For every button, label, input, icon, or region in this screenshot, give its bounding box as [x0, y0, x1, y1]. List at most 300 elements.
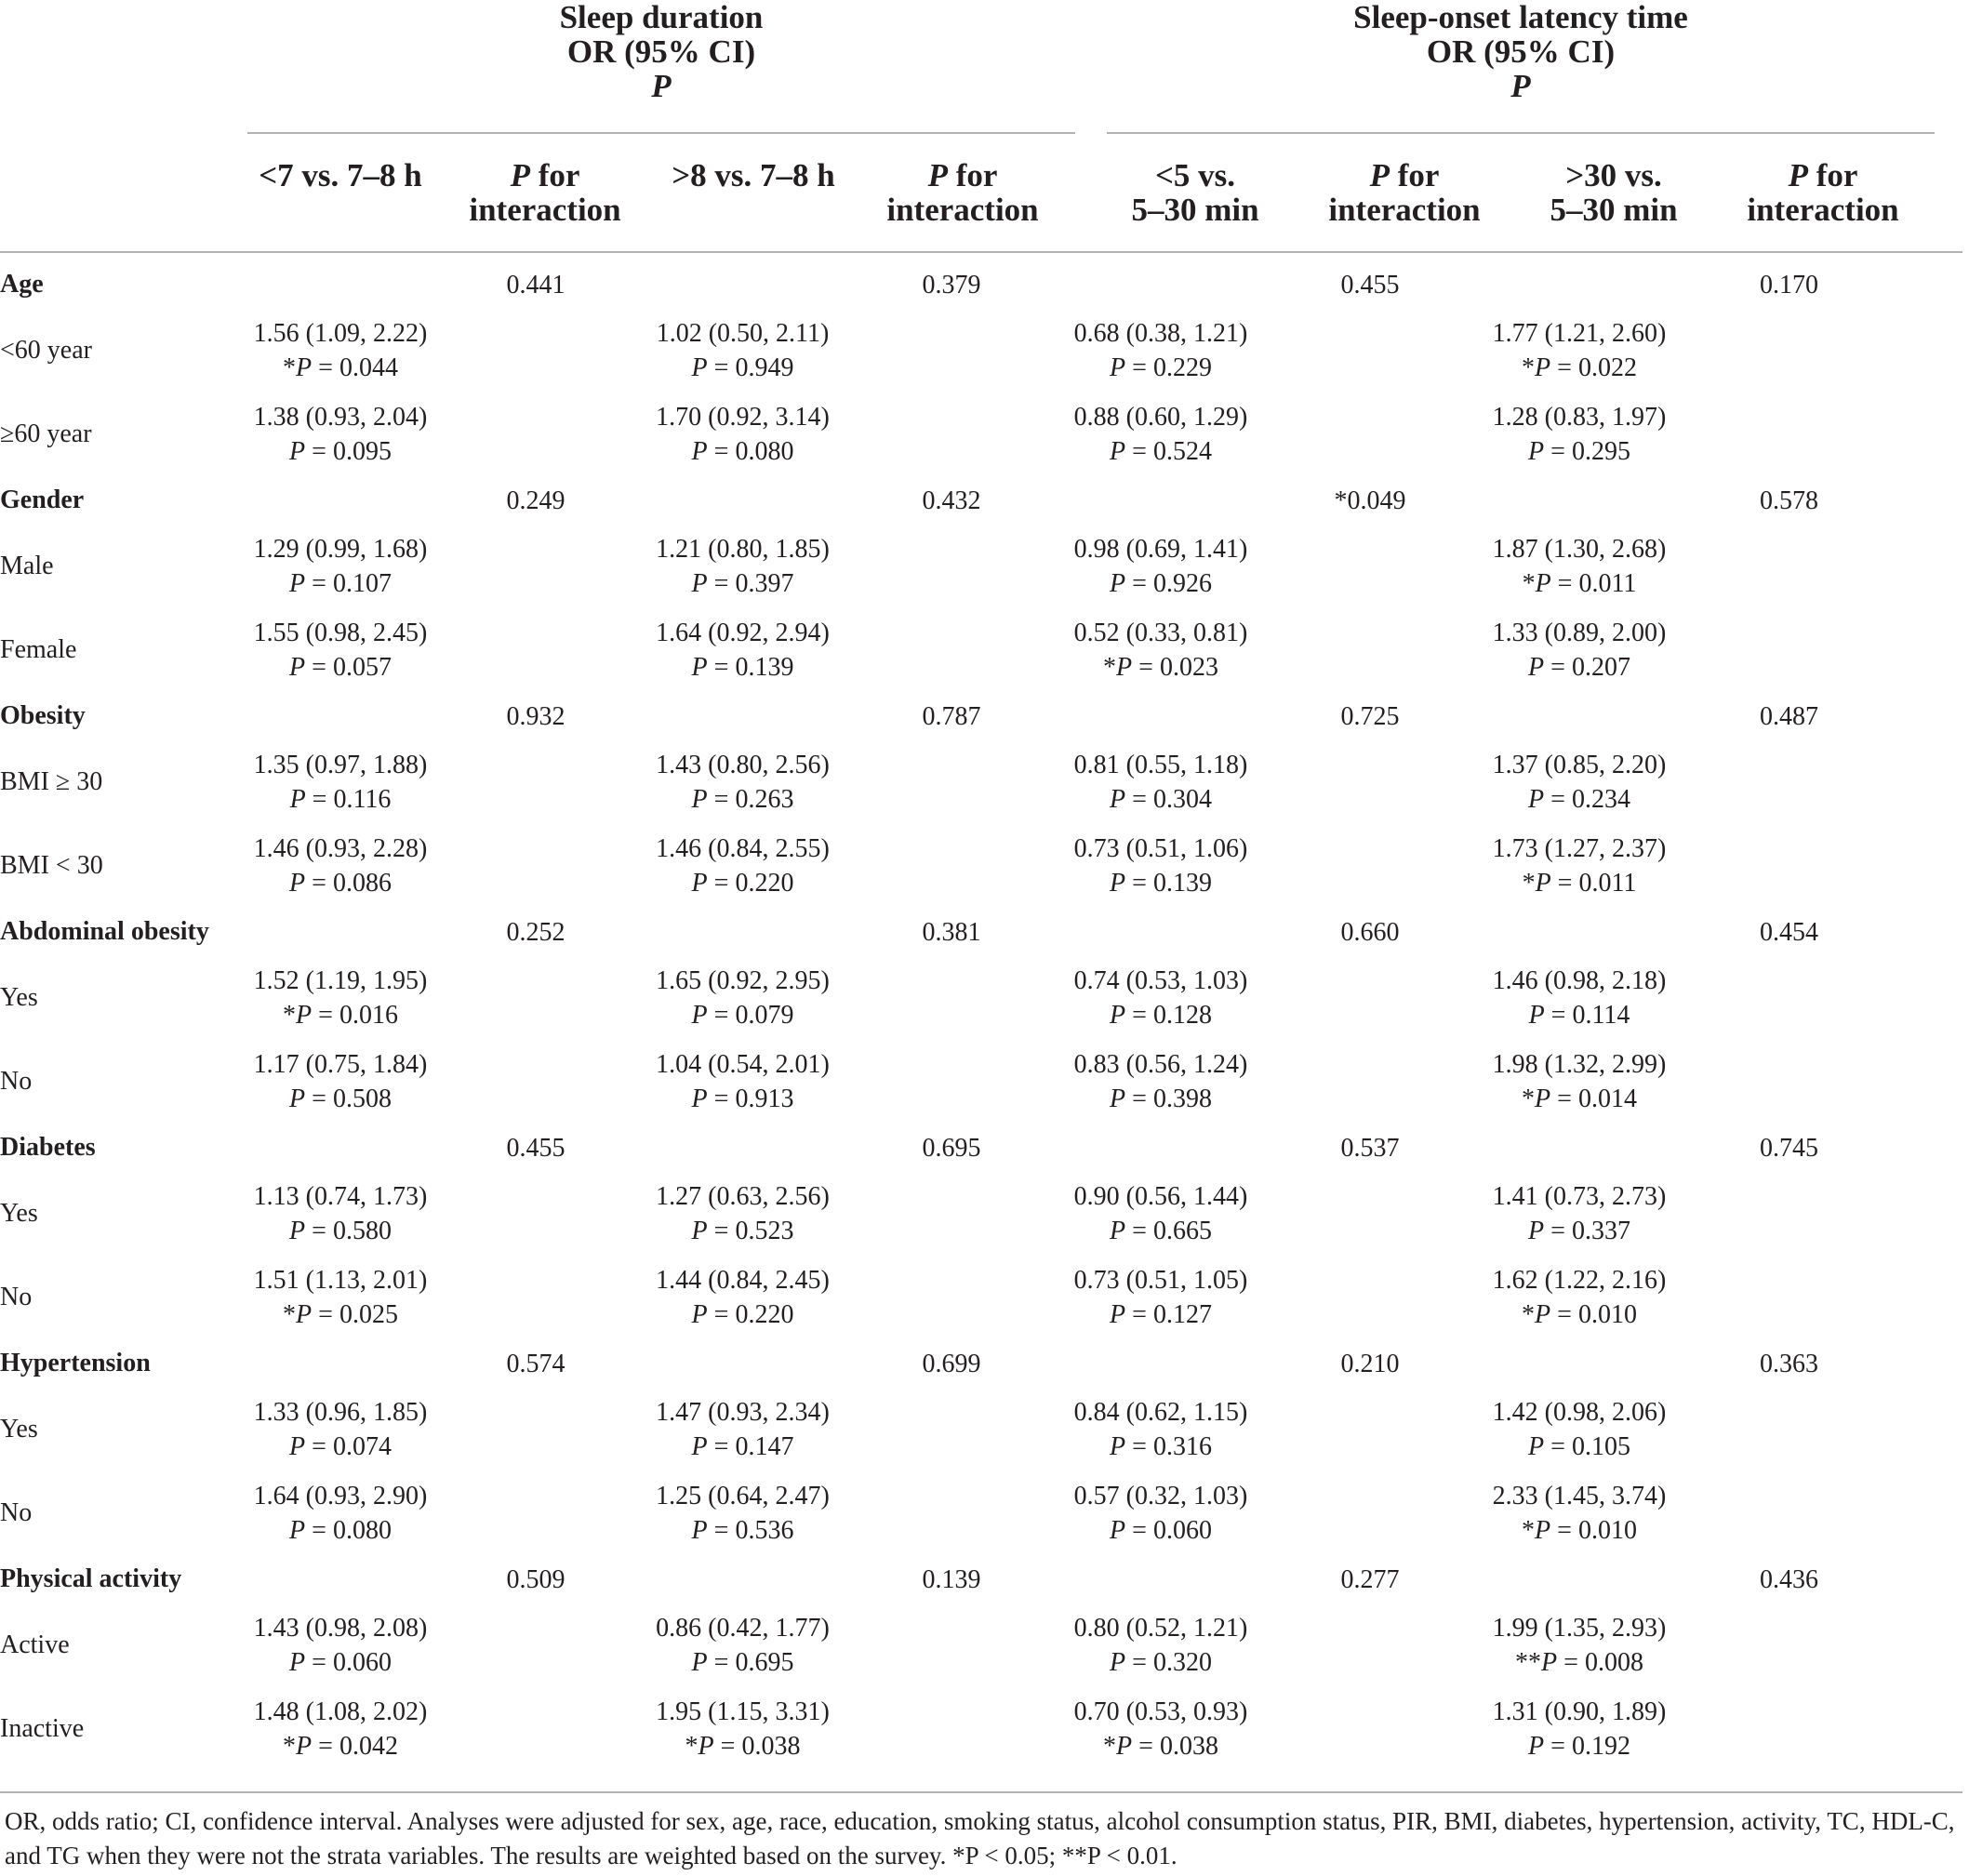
or-cell — [1056, 392, 1266, 476]
or-cell — [638, 1256, 847, 1339]
p-number: = 0.038 — [713, 1732, 801, 1761]
or-value: 1.33 (0.89, 2.00) — [1492, 619, 1667, 647]
or-cell — [1474, 608, 1684, 692]
subgroup-label: Yes — [0, 983, 38, 1012]
col-header-line — [1730, 158, 1916, 193]
subgroup-label: Yes — [0, 1415, 38, 1444]
table-row — [0, 608, 1894, 692]
category-row — [0, 476, 1894, 525]
or-cell — [1474, 392, 1684, 476]
p-number: = 0.337 — [1544, 1217, 1630, 1245]
col-header-long-latency — [1521, 158, 1707, 227]
or-cell — [638, 392, 847, 476]
empty-cell — [1684, 1256, 1894, 1339]
p-number: = 0.295 — [1544, 437, 1630, 466]
p-number: = 0.010 — [1550, 1300, 1637, 1329]
empty-cell — [847, 608, 1056, 692]
or-value: 0.57 (0.32, 1.03) — [1073, 1482, 1248, 1510]
p-value — [638, 1645, 847, 1680]
empty-cell — [847, 1172, 1056, 1256]
or-value: 1.17 (0.75, 1.84) — [253, 1050, 428, 1079]
or-value: 1.42 (0.98, 2.06) — [1492, 1398, 1667, 1427]
or-cell — [247, 525, 433, 608]
or-cell — [1056, 1687, 1266, 1771]
p-letter: P — [927, 157, 948, 193]
p-value — [1056, 1082, 1266, 1116]
or-cell — [1056, 956, 1266, 1040]
p-letter: P — [1110, 437, 1126, 466]
col-header-line: <7 vs. 7–8 h — [259, 157, 422, 193]
p-value — [247, 351, 433, 385]
col-header-line: interaction — [886, 192, 1039, 228]
significance-marker: ** — [1515, 1648, 1542, 1677]
or-cell — [1474, 1471, 1684, 1555]
or-value: 0.73 (0.51, 1.06) — [1073, 834, 1248, 863]
category-label: Physical activity — [0, 1564, 182, 1593]
empty-cell — [638, 1339, 847, 1388]
p-value — [247, 434, 433, 469]
or-value: 1.99 (1.35, 2.93) — [1492, 1614, 1667, 1643]
p-number: = 0.139 — [707, 653, 794, 682]
group-underline-sleep-onset — [1107, 132, 1935, 134]
or-cell — [1056, 824, 1266, 908]
empty-cell — [433, 1256, 638, 1339]
p-for: for — [529, 157, 580, 193]
col-header-line: >8 vs. 7–8 h — [672, 157, 835, 193]
significance-marker: * — [1522, 869, 1536, 898]
p-number: = 0.038 — [1132, 1732, 1218, 1761]
empty-cell — [1056, 260, 1266, 309]
table-row — [0, 309, 1894, 392]
p-letter: P — [289, 437, 306, 466]
p-letter: P — [296, 1001, 313, 1030]
p-letter: P — [691, 1217, 708, 1245]
or-cell — [1474, 1040, 1684, 1124]
p-letter: P — [1110, 353, 1126, 382]
empty-cell — [247, 692, 433, 740]
empty-cell — [433, 1471, 638, 1555]
or-value: 1.95 (1.15, 3.31) — [656, 1697, 830, 1726]
or-value: 1.04 (0.54, 2.01) — [656, 1050, 830, 1079]
header-bottom-rule — [0, 251, 1962, 253]
col-header-line: >30 vs. — [1565, 157, 1662, 193]
p-value — [1474, 1645, 1684, 1680]
p-value — [1056, 1214, 1266, 1248]
p-number: = 0.127 — [1125, 1300, 1212, 1329]
p-value — [1474, 998, 1684, 1032]
or-value: 0.73 (0.51, 1.05) — [1073, 1266, 1248, 1295]
p-value — [638, 1513, 847, 1548]
col-header-line: interaction — [1328, 192, 1481, 228]
p-for: for — [1807, 157, 1858, 193]
empty-cell — [1266, 1687, 1474, 1771]
group-header-sleep-duration — [247, 0, 1075, 103]
p-interaction-value: 0.932 — [506, 701, 565, 731]
empty-cell — [1684, 525, 1894, 608]
or-cell — [247, 1388, 433, 1471]
table-body — [0, 260, 1894, 1771]
empty-cell — [1056, 692, 1266, 740]
empty-cell — [1684, 608, 1894, 692]
p-letter: P — [691, 437, 708, 466]
empty-cell — [433, 824, 638, 908]
p-value — [1474, 1513, 1684, 1548]
p-value — [247, 1729, 433, 1763]
or-value: 1.44 (0.84, 2.45) — [656, 1266, 830, 1295]
p-interaction-value: 0.578 — [1760, 486, 1818, 515]
empty-cell — [1474, 1339, 1684, 1388]
p-value — [638, 866, 847, 900]
p-interaction-value: 0.436 — [1760, 1564, 1818, 1594]
empty-cell — [1266, 309, 1474, 392]
p-number: = 0.014 — [1550, 1084, 1637, 1113]
empty-cell — [433, 608, 638, 692]
p-value — [247, 1430, 433, 1464]
p-letter: P — [691, 1648, 708, 1677]
empty-cell — [847, 824, 1056, 908]
empty-cell — [1266, 392, 1474, 476]
p-value — [1474, 1214, 1684, 1248]
or-value: 1.38 (0.93, 2.04) — [253, 403, 428, 432]
empty-cell — [433, 740, 638, 824]
p-letter: P — [1535, 353, 1551, 382]
p-letter: P — [1110, 1001, 1126, 1030]
p-number: = 0.523 — [707, 1217, 794, 1245]
p-number: = 0.229 — [1125, 353, 1212, 382]
p-letter: P — [1528, 437, 1545, 466]
p-value — [247, 782, 433, 817]
or-value: 1.43 (0.98, 2.08) — [253, 1614, 428, 1643]
empty-cell — [847, 1388, 1056, 1471]
p-number: = 0.234 — [1544, 785, 1630, 814]
p-interaction-value: 0.455 — [506, 1133, 565, 1163]
category-row — [0, 908, 1894, 956]
table-row — [0, 525, 1894, 608]
p-value — [1056, 1513, 1266, 1548]
or-cell — [247, 1687, 433, 1771]
p-letter: P — [691, 569, 708, 598]
p-value — [1056, 866, 1266, 900]
col-header-line: 5–30 min — [1550, 192, 1678, 228]
p-value — [638, 1214, 847, 1248]
empty-cell — [433, 1172, 638, 1256]
p-value — [1056, 351, 1266, 385]
or-value: 1.87 (1.30, 2.68) — [1492, 535, 1667, 564]
p-letter: P — [1535, 1084, 1551, 1113]
or-value: 1.27 (0.63, 2.56) — [656, 1182, 830, 1211]
col-header-line: 5–30 min — [1131, 192, 1259, 228]
p-letter: P — [1788, 157, 1808, 193]
empty-cell — [1266, 608, 1474, 692]
p-interaction-value: 0.379 — [922, 270, 981, 299]
subgroup-label: No — [0, 1498, 33, 1527]
or-value: 0.88 (0.60, 1.29) — [1073, 403, 1248, 432]
empty-cell — [847, 740, 1056, 824]
or-value: 1.13 (0.74, 1.73) — [253, 1182, 428, 1211]
p-value — [1474, 866, 1684, 900]
p-letter: P — [1110, 1648, 1126, 1677]
p-number: = 0.580 — [305, 1217, 392, 1245]
group-underline-sleep-duration — [247, 132, 1075, 134]
or-cell — [247, 956, 433, 1040]
or-value: 1.28 (0.83, 1.97) — [1492, 403, 1667, 432]
or-value: 0.52 (0.33, 0.81) — [1073, 619, 1248, 647]
p-number: = 0.023 — [1132, 653, 1218, 682]
empty-cell — [247, 476, 433, 525]
significance-marker: * — [1522, 353, 1536, 382]
p-number: = 0.086 — [305, 869, 392, 898]
category-label: Hypertension — [0, 1349, 151, 1377]
or-cell — [1474, 1256, 1684, 1339]
or-cell — [1056, 525, 1266, 608]
table-row — [0, 740, 1894, 824]
empty-cell — [247, 1339, 433, 1388]
p-interaction-value: 0.455 — [1340, 270, 1400, 299]
p-number: = 0.022 — [1550, 353, 1637, 382]
or-value: 1.56 (1.09, 2.22) — [253, 319, 428, 348]
empty-cell — [247, 260, 433, 309]
significance-marker: * — [1522, 1300, 1536, 1329]
empty-cell — [1474, 692, 1684, 740]
p-number: = 0.011 — [1550, 569, 1637, 598]
or-value: 0.81 (0.55, 1.18) — [1073, 751, 1248, 779]
p-value — [247, 650, 433, 685]
p-number: = 0.536 — [707, 1516, 794, 1545]
results-table — [0, 260, 1894, 1771]
p-letter: P — [1528, 1217, 1545, 1245]
col-header-line — [452, 158, 638, 193]
or-value: 1.31 (0.90, 1.89) — [1492, 1697, 1667, 1726]
p-letter: P — [289, 1084, 306, 1113]
p-number: = 0.057 — [305, 653, 392, 682]
p-value — [638, 1082, 847, 1116]
empty-cell — [1684, 1687, 1894, 1771]
col-header-line: <5 vs. — [1154, 157, 1236, 193]
category-row — [0, 1339, 1894, 1388]
p-number: = 0.008 — [1557, 1648, 1643, 1677]
col-header-p-interaction-1 — [452, 158, 638, 227]
p-number: = 0.074 — [305, 1432, 392, 1461]
empty-cell — [638, 692, 847, 740]
empty-cell — [1266, 1256, 1474, 1339]
or-cell — [638, 1687, 847, 1771]
empty-cell — [433, 1603, 638, 1687]
or-cell — [638, 1172, 847, 1256]
p-number: = 0.010 — [1550, 1516, 1637, 1545]
or-cell — [1056, 608, 1266, 692]
col-header-p-interaction-2 — [870, 158, 1056, 227]
significance-marker: * — [283, 1001, 297, 1030]
or-value: 2.33 (1.45, 3.74) — [1492, 1482, 1667, 1510]
p-value — [247, 1214, 433, 1248]
p-number: = 0.524 — [1125, 437, 1212, 466]
empty-cell — [1684, 1388, 1894, 1471]
or-cell — [247, 1040, 433, 1124]
or-cell — [247, 608, 433, 692]
group-subtitle: OR (95% CI) — [1426, 33, 1616, 70]
category-label: Diabetes — [0, 1133, 96, 1162]
table-row — [0, 1471, 1894, 1555]
empty-cell — [638, 908, 847, 956]
p-value — [247, 1297, 433, 1332]
or-cell — [638, 956, 847, 1040]
or-value: 1.62 (1.22, 2.16) — [1492, 1266, 1667, 1295]
or-value: 1.48 (1.08, 2.02) — [253, 1697, 428, 1726]
p-number: = 0.316 — [1125, 1432, 1212, 1461]
significance-marker: * — [283, 1300, 297, 1329]
p-interaction-value: 0.745 — [1760, 1133, 1818, 1163]
empty-cell — [1056, 476, 1266, 525]
empty-cell — [1684, 1603, 1894, 1687]
empty-cell — [847, 525, 1056, 608]
p-letter: P — [289, 1217, 306, 1245]
p-letter: P — [510, 157, 530, 193]
category-row — [0, 1124, 1894, 1172]
p-letter: P — [1116, 1732, 1133, 1761]
p-number: = 0.207 — [1544, 653, 1630, 682]
p-letter: P — [296, 353, 313, 382]
p-number: = 0.080 — [305, 1516, 392, 1545]
p-number: = 0.220 — [707, 869, 794, 898]
subgroup-label: Male — [0, 552, 54, 580]
p-letter: P — [296, 1300, 313, 1329]
p-letter: P — [1369, 157, 1390, 193]
p-value — [638, 351, 847, 385]
p-number: = 0.397 — [707, 569, 794, 598]
p-value — [1474, 1297, 1684, 1332]
p-letter: P — [691, 1001, 708, 1030]
p-for: for — [947, 157, 998, 193]
p-letter: P — [691, 869, 708, 898]
p-letter: P — [691, 1084, 708, 1113]
empty-cell — [1474, 1555, 1684, 1603]
or-cell — [1056, 1256, 1266, 1339]
p-interaction-value: 0.210 — [1340, 1349, 1400, 1378]
empty-cell — [1266, 1172, 1474, 1256]
or-cell — [1056, 1172, 1266, 1256]
p-value — [247, 998, 433, 1032]
p-value — [1056, 1645, 1266, 1680]
or-cell — [1056, 1040, 1266, 1124]
empty-cell — [847, 392, 1056, 476]
or-value: 1.37 (0.85, 2.20) — [1492, 751, 1667, 779]
subgroup-label: Active — [0, 1630, 70, 1659]
empty-cell — [638, 476, 847, 525]
p-letter: P — [1110, 1300, 1126, 1329]
category-row — [0, 1555, 1894, 1603]
empty-cell — [433, 525, 638, 608]
p-number: = 0.304 — [1125, 785, 1212, 814]
p-letter: P — [1110, 1217, 1126, 1245]
p-letter: P — [289, 1432, 306, 1461]
p-value — [1056, 998, 1266, 1032]
empty-cell — [847, 1040, 1056, 1124]
p-number: = 0.060 — [305, 1648, 392, 1677]
p-letter: P — [1535, 1516, 1551, 1545]
table-row — [0, 1388, 1894, 1471]
or-value: 1.21 (0.80, 1.85) — [656, 535, 830, 564]
p-number: = 0.926 — [1125, 569, 1212, 598]
empty-cell — [847, 1687, 1056, 1771]
empty-cell — [1474, 260, 1684, 309]
p-number: = 0.116 — [305, 785, 392, 814]
empty-cell — [1684, 392, 1894, 476]
or-value: 1.46 (0.93, 2.28) — [253, 834, 428, 863]
p-number: = 0.079 — [707, 1001, 794, 1030]
empty-cell — [1474, 908, 1684, 956]
or-value: 1.33 (0.96, 1.85) — [253, 1398, 428, 1427]
or-value: 0.84 (0.62, 1.15) — [1073, 1398, 1248, 1427]
p-number: = 0.263 — [707, 785, 794, 814]
p-interaction-value: 0.252 — [506, 917, 565, 947]
p-number: = 0.147 — [707, 1432, 794, 1461]
p-number: = 0.042 — [312, 1732, 398, 1761]
p-letter: P — [691, 653, 708, 682]
subgroup-label: Female — [0, 635, 77, 664]
or-cell — [1056, 1388, 1266, 1471]
p-letter: P — [1528, 653, 1545, 682]
p-letter: P — [1528, 1432, 1545, 1461]
empty-cell — [1474, 1124, 1684, 1172]
or-cell — [638, 1603, 847, 1687]
p-value — [1056, 782, 1266, 817]
p-interaction-value: 0.537 — [1340, 1133, 1400, 1163]
subgroup-label: No — [0, 1067, 33, 1096]
p-value — [247, 1645, 433, 1680]
subgroup-label: Yes — [0, 1199, 38, 1228]
subgroup-label: No — [0, 1283, 33, 1311]
or-cell — [247, 1256, 433, 1339]
col-header-p-interaction-3 — [1311, 158, 1497, 227]
p-interaction-value: 0.277 — [1340, 1564, 1400, 1594]
or-value: 1.64 (0.93, 2.90) — [253, 1482, 428, 1510]
p-number: = 0.508 — [305, 1084, 392, 1113]
p-number: = 0.016 — [312, 1001, 398, 1030]
p-number: = 0.044 — [312, 353, 398, 382]
empty-cell — [433, 1687, 638, 1771]
p-number: = 0.320 — [1125, 1648, 1212, 1677]
significance-marker: * — [1522, 1084, 1536, 1113]
category-label: Obesity — [0, 701, 86, 730]
or-value: 1.02 (0.50, 2.11) — [656, 319, 830, 348]
p-interaction-value: 0.432 — [922, 486, 981, 515]
or-cell — [638, 1040, 847, 1124]
p-interaction-value: 0.454 — [1760, 917, 1818, 947]
p-value — [1474, 650, 1684, 685]
or-value: 0.70 (0.53, 0.93) — [1073, 1697, 1248, 1726]
or-value: 1.29 (0.99, 1.68) — [253, 535, 428, 564]
category-label: Gender — [0, 486, 85, 514]
or-cell — [638, 309, 847, 392]
p-letter: P — [289, 1516, 306, 1545]
empty-cell — [1684, 956, 1894, 1040]
or-cell — [247, 824, 433, 908]
or-cell — [1474, 525, 1684, 608]
p-letter: P — [1116, 653, 1133, 682]
p-value — [1474, 1729, 1684, 1763]
p-value — [1056, 1729, 1266, 1763]
col-header-line — [870, 158, 1056, 193]
empty-cell — [1266, 956, 1474, 1040]
p-interaction-value: 0.249 — [506, 486, 565, 515]
p-value — [1474, 1082, 1684, 1116]
empty-cell — [1266, 740, 1474, 824]
empty-cell — [1056, 1555, 1266, 1603]
p-value — [1474, 1430, 1684, 1464]
significance-marker: * — [283, 1732, 297, 1761]
or-cell — [1474, 1172, 1684, 1256]
p-number: = 0.060 — [1125, 1516, 1212, 1545]
